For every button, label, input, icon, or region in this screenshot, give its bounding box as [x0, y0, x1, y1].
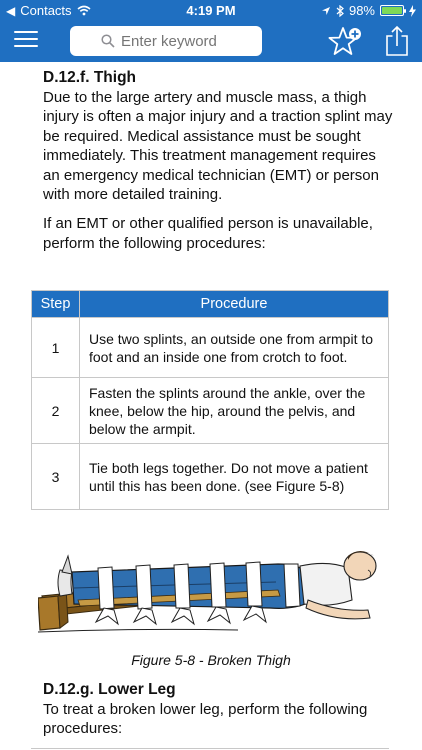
section-paragraph: Due to the large artery and muscle mass, a thigh injury is often a major injury and a traction splint may be required. Medical assistance must be sought immediately. This treatment management requires an emergency medical technician (EMT) or person with more detailed training.	[43, 89, 393, 204]
hamburger-icon[interactable]	[14, 31, 38, 49]
procedure-table	[31, 290, 389, 510]
search-icon	[101, 34, 115, 48]
section-paragraph-3: To treat a broken lower leg, perform the following procedures:	[43, 701, 368, 738]
step-procedure: Tie both legs together. Do not move a patient until this has been done. (see Figure 5-8)	[80, 444, 389, 510]
section-paragraph-2: If an EMT or other qualified person is unavailable, perform the following procedures:	[43, 215, 373, 252]
charging-icon	[409, 5, 416, 17]
figure-caption: Figure 5-8 - Broken Thigh	[131, 652, 291, 668]
location-arrow-icon	[321, 6, 331, 16]
table-header-procedure: Procedure	[80, 291, 389, 318]
battery-percent: 98%	[348, 3, 375, 18]
step-procedure: Fasten the splints around the ankle, over the knee, below the hip, around the pelvis, and below the armpit.	[80, 378, 389, 444]
step-number: 3	[32, 444, 80, 510]
bluetooth-icon	[336, 5, 344, 17]
step-procedure: Use two splints, an outside one from armpit to foot and an inside one from crotch to foot.	[80, 318, 389, 378]
table-header-step: Step	[32, 291, 80, 318]
article-section	[43, 68, 395, 253]
table-row	[32, 444, 389, 510]
back-app-label[interactable]: Contacts	[20, 3, 72, 18]
table-row	[32, 378, 389, 444]
battery-icon	[380, 5, 404, 16]
star-add-icon[interactable]	[328, 24, 364, 58]
step-number: 1	[32, 318, 80, 378]
top-bar	[0, 0, 422, 62]
status-time: 4:19 PM	[186, 3, 236, 18]
step-number: 2	[32, 378, 80, 444]
table-row	[32, 318, 389, 378]
back-chevron-icon[interactable]: ◀	[6, 3, 16, 18]
search-input[interactable]	[121, 33, 231, 50]
broken-thigh-illustration	[38, 530, 388, 640]
navigation-bar	[0, 20, 422, 62]
status-bar	[0, 0, 422, 20]
search-box[interactable]	[70, 26, 262, 56]
divider	[31, 748, 389, 749]
section-title-2: D.12.g. Lower Leg	[43, 681, 176, 698]
section-title: D.12.f. Thigh	[43, 69, 136, 86]
article-section-2	[43, 680, 395, 739]
share-icon[interactable]	[384, 24, 410, 58]
